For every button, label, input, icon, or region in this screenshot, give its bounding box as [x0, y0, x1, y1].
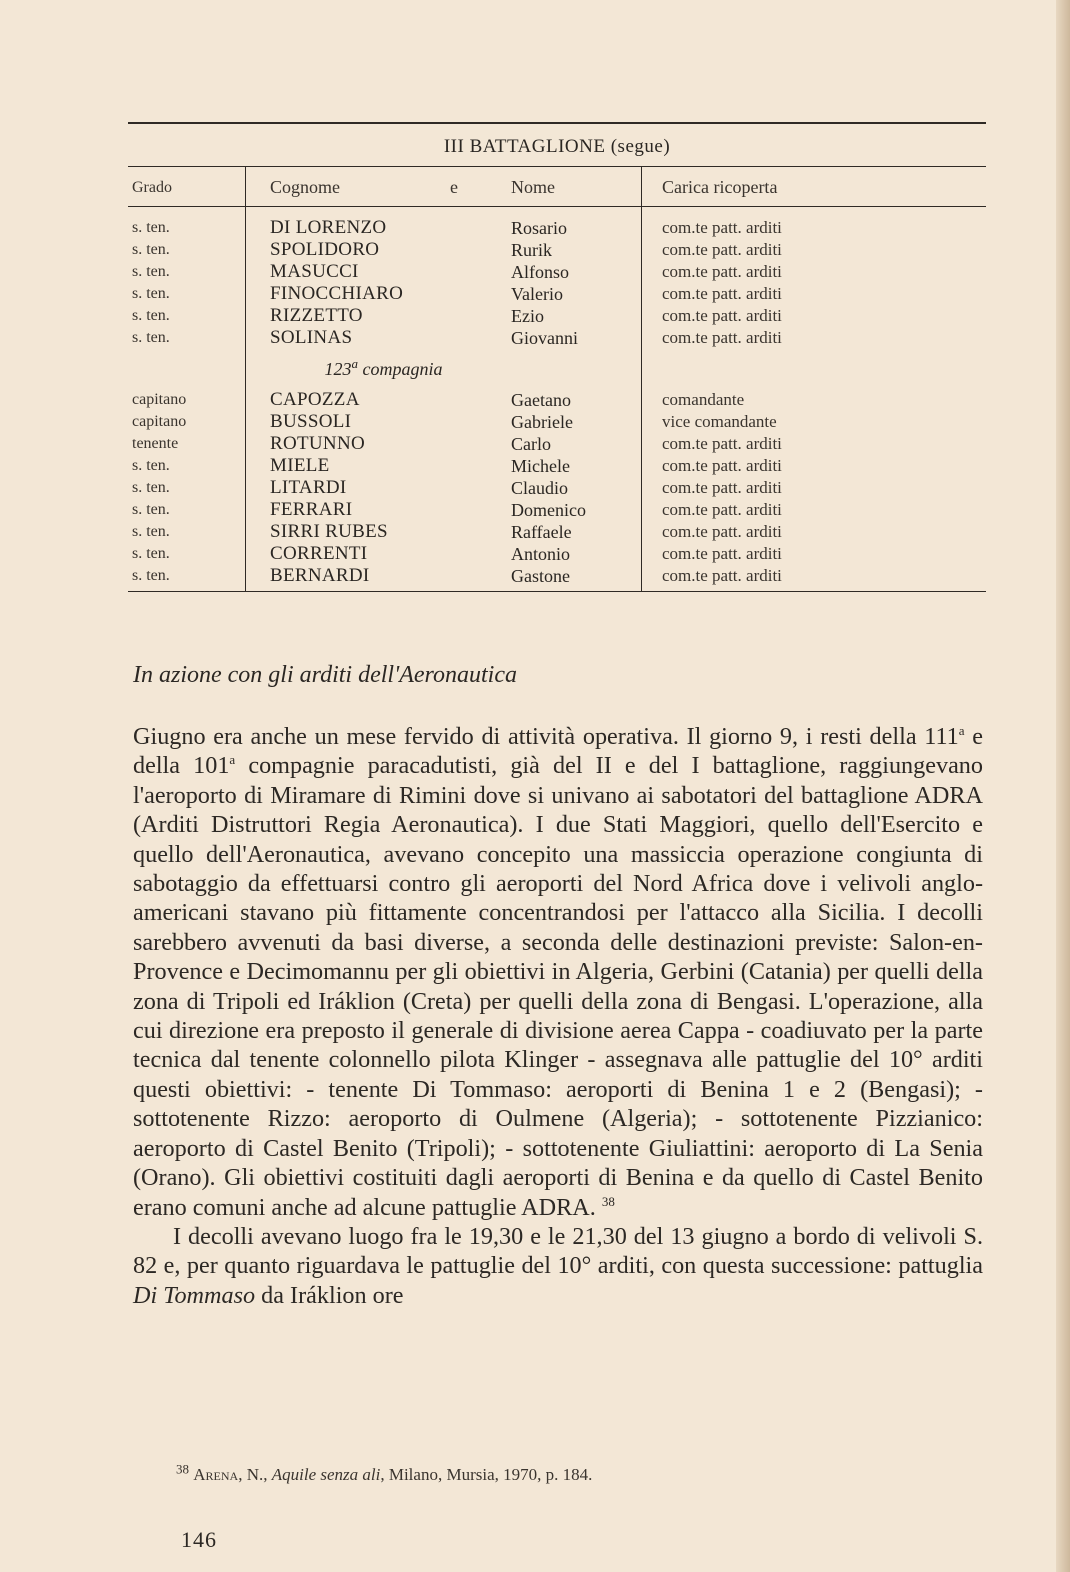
cell-nome: Carlo [507, 433, 642, 455]
header-carica: Carica ricoperta [642, 167, 987, 207]
table-row [128, 433, 986, 455]
cell-carica: com.te patt. arditi [662, 478, 782, 497]
footnote-number: 38 [176, 1461, 189, 1477]
table-body [128, 207, 986, 592]
table-row [128, 543, 986, 565]
table-row [128, 565, 986, 592]
cell-cognome: SIRRI RUBES [246, 521, 508, 543]
cell-cognome: FERRARI [246, 499, 508, 521]
cell-cognome: DI LORENZO [246, 207, 508, 240]
cell-grado: s. ten. [128, 565, 246, 592]
table-title: III BATTAGLIONE (segue) [128, 122, 986, 166]
cell-nome: Rosario [507, 207, 642, 240]
cell-cognome: SPOLIDORO [246, 239, 508, 261]
cell-carica: com.te patt. arditi [662, 328, 782, 347]
cell-carica: com.te patt. arditi [662, 262, 782, 281]
cell-grado: s. ten. [132, 457, 170, 474]
cell-cognome: FINOCCHIARO [246, 283, 508, 305]
cell-carica: com.te patt. arditi [662, 544, 782, 563]
cell-nome: Gabriele [507, 411, 642, 433]
cell-nome: Claudio [507, 477, 642, 499]
cell-cognome: SOLINAS [246, 327, 508, 349]
cell-cognome: BERNARDI [246, 565, 508, 592]
cell-cognome: CORRENTI [246, 543, 508, 565]
cell-carica: com.te patt. arditi [662, 522, 782, 541]
page-edge-shadow [1056, 0, 1070, 1572]
table-row [128, 477, 986, 499]
cell-nome: Ezio [507, 305, 642, 327]
table-row [128, 305, 986, 327]
cell-grado: s. ten. [132, 501, 170, 518]
paragraph-1-part-2: e della 101 [133, 723, 983, 780]
cell-nome: Michele [507, 455, 642, 477]
cell-grado: s. ten. [132, 285, 170, 302]
footnote-reference[interactable]: 38 [601, 1193, 615, 1209]
footnote [176, 1461, 593, 1485]
header-nome: Nome [507, 167, 642, 207]
cell-nome: Gastone [507, 565, 642, 592]
cell-carica: com.te patt. arditi [662, 240, 782, 259]
cell-grado: s. ten. [132, 219, 170, 236]
cell-nome: Alfonso [507, 261, 642, 283]
section-heading: In azione con gli arditi dell'Aeronautica [133, 662, 517, 688]
cell-nome: Valerio [507, 283, 642, 305]
cell-carica: com.te patt. arditi [662, 218, 782, 237]
paragraph-1-part-1: Giugno era anche un mese fervido di attività operativa. Il giorno 9, i resti della 111 [133, 723, 959, 750]
cell-cognome: RIZZETTO [246, 305, 508, 327]
table-row [128, 389, 986, 411]
header-e: e [450, 177, 458, 197]
cell-cognome: LITARDI [246, 477, 508, 499]
company-number: 123 [324, 359, 352, 379]
company-subheading [246, 349, 642, 389]
empty-cell [128, 349, 246, 389]
cell-grado: tenente [132, 435, 179, 452]
header-cognome [246, 167, 508, 207]
officers-table-block [128, 122, 986, 592]
ordinal-sup-1: a [958, 722, 965, 738]
officers-table [128, 166, 986, 592]
company-label: compagnia [362, 359, 443, 379]
cell-grado: s. ten. [132, 523, 170, 540]
header-grado: Grado [128, 167, 246, 207]
cell-cognome: CAPOZZA [246, 389, 508, 411]
cell-cognome: MIELE [246, 455, 508, 477]
paragraph-1 [133, 722, 983, 1222]
cell-nome: Raffaele [507, 521, 642, 543]
cell-cognome: ROTUNNO [246, 433, 508, 455]
footnote-rest: , Milano, Mursia, 1970, p. 184. [380, 1465, 593, 1484]
cell-nome: Gaetano [507, 389, 642, 411]
table-row [128, 499, 986, 521]
cell-carica: vice comandante [662, 412, 777, 431]
paragraph-2 [133, 1222, 983, 1310]
table-row [128, 455, 986, 477]
cell-nome: Rurik [507, 239, 642, 261]
table-header-row [128, 167, 986, 207]
footnote-author-rest: , N., [238, 1465, 272, 1484]
paragraph-2-part-1: I decolli avevano luogo fra le 19,30 e le 21,30 del 13 giugno a bordo di velivoli S. 82 e, per quanto riguardava le pattuglie del 10° arditi, con questa successione: pattuglia [133, 1222, 983, 1280]
cell-cognome: MASUCCI [246, 261, 508, 283]
cell-nome: Giovanni [507, 327, 642, 349]
paragraph-2-italic: Di Tommaso [133, 1281, 256, 1309]
cell-grado: s. ten. [132, 307, 170, 324]
table-row [128, 411, 986, 433]
table-row [128, 327, 986, 349]
cell-cognome: BUSSOLI [246, 411, 508, 433]
cell-carica: com.te patt. arditi [662, 500, 782, 519]
footnote-author: Arena [193, 1465, 239, 1484]
cell-nome: Antonio [507, 543, 642, 565]
cell-grado: s. ten. [132, 263, 170, 280]
table-row [128, 283, 986, 305]
cell-carica: comandante [662, 390, 745, 409]
cell-grado: capitano [132, 391, 187, 408]
footnote-title: Aquile senza ali [271, 1465, 381, 1484]
ordinal-sup-2: a [229, 752, 236, 768]
cell-grado: s. ten. [132, 241, 170, 258]
body-text [133, 722, 983, 1310]
cell-nome: Domenico [507, 499, 642, 521]
cell-grado: s. ten. [132, 479, 170, 496]
cell-carica: com.te patt. arditi [662, 434, 782, 453]
cell-carica: com.te patt. arditi [662, 456, 782, 475]
table-row [128, 207, 986, 240]
cell-grado: s. ten. [132, 545, 170, 562]
empty-cell [642, 349, 987, 389]
table-row [128, 261, 986, 283]
page-number: 146 [181, 1527, 217, 1552]
paragraph-2-part-2: da Iráklion ore [255, 1281, 404, 1309]
cell-carica: com.te patt. arditi [662, 306, 782, 325]
paragraph-1-part-3: compagnie paracadutisti, già del II e del I battaglione, raggiungevano l'aeroporto di Miramare di Rimini dove si univano ai sabotatori del battaglione ADRA (Arditi Distruttori Regia Aeronautica). I due Stati Maggiori, quello dell'Esercito e quello dell'Aeronautica, avevano concepito una massiccia operazione congiunta di sabotaggio da effettuarsi contro gli aeroporti del Nord Africa dove i velivoli anglo-americani stavano più fittamente concentrandosi per l'attacco alla Sicilia. I decolli sarebbero avvenuti da basi diverse, a seconda delle destinazioni previste: Salon-en-Provence e Decimomannu per gli obiettivi in Algeria, Gerbini (Catania) per quelli della zona di Tripoli ed Iráklion (Creta) per quelli della zona di Bengasi. L'operazione, alla cui direzione era preposto il generale di divisione aerea Cappa - coadiuvato per la parte tecnica dal tenente colonnello pilota Klinger - assegnava alle pattuglie del 10° arditi questi obiettivi: - tenente Di Tommaso: aeroporti di Benina 1 e 2 (Bengasi); - sottotenente Rizzo: aeroporto di Oulmene (Algeria); - sottotenente Pizzianico: aeroporto di Castel Benito (Tripoli); - sottotenente Giuliattini: aeroporto di La Senia (Orano). Gli obiettivi costituiti dagli aeroporti di Benina e da quello di Castel Benito erano comuni anche ad alcune pattuglie ADRA. [133, 752, 983, 1221]
cell-carica: com.te patt. arditi [642, 565, 987, 592]
cell-grado: capitano [132, 413, 187, 430]
company-sup: a [351, 356, 358, 371]
table-row [128, 239, 986, 261]
cell-grado: s. ten. [132, 329, 170, 346]
company-subheading-row [128, 349, 986, 389]
cell-carica: com.te patt. arditi [662, 284, 782, 303]
table-row [128, 521, 986, 543]
header-cognome-label: Cognome [270, 177, 340, 197]
